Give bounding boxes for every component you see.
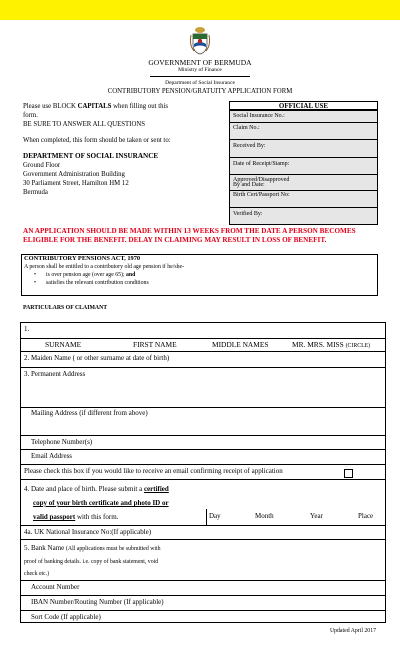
uk-ni-field[interactable]: 4a. UK National Insurance No:(If applicable) <box>24 528 152 536</box>
official-use-field: By and Date: <box>233 182 265 188</box>
pension-act-title: CONTRIBUTORY PENSIONS ACT, 1970 <box>24 255 141 262</box>
department-name: Department of Social Insurance <box>165 80 235 86</box>
pension-act-intro: A person shall be entitled to a contributory old age pension if he/she- <box>24 264 185 270</box>
instructions-block <box>23 102 203 197</box>
dob-year-field[interactable]: Year <box>310 512 323 520</box>
instruction-line: BE SURE TO ANSWER ALL QUESTIONS <box>23 121 146 128</box>
address-line: Bermuda <box>23 189 48 196</box>
middle-names-label: MIDDLE NAMES <box>212 340 269 349</box>
header-divider <box>150 76 250 77</box>
official-use-field[interactable]: Date of Receipt/Stamp: <box>230 157 377 174</box>
email-field[interactable]: Email Address <box>31 452 73 460</box>
official-use-field[interactable]: Birth Cert/Passport No: <box>230 190 377 207</box>
instruction-line: Please use BLOCK CAPITALS when filling out this <box>23 103 169 110</box>
mailing-address-field[interactable]: Mailing Address (if different from above) <box>31 409 148 417</box>
top-highlight-bar <box>0 0 400 20</box>
surname-label: SURNAME <box>45 340 82 349</box>
claimant-form-table <box>20 322 386 623</box>
bermuda-coat-of-arms-icon <box>189 26 211 56</box>
address-line: Ground Floor <box>23 162 61 169</box>
eligibility-warning: AN APPLICATION SHOULD BE MADE WITHIN 13 WEEKS FROM THE DATE A PERSON BECOMES ELIGIBLE FOR THE BENEFIT. DELAY IN CLAIMING MAY RESULT IN LOSS OF BENEFIT. <box>23 227 356 244</box>
birth-place-field[interactable]: Place <box>358 512 374 520</box>
official-use-field[interactable]: Received By: <box>230 139 377 157</box>
dob-day-field[interactable]: Day <box>209 512 221 520</box>
instruction-line: When completed, this form should be taken or sent to: <box>23 137 171 144</box>
official-use-field[interactable]: Verified By: <box>230 207 377 225</box>
section-1-label: 1. <box>24 325 30 333</box>
pension-condition: • is over pension age (over age 65); and <box>34 271 375 279</box>
pension-condition: • satisfies the relevant contribution conditions <box>34 279 375 287</box>
bank-name-field[interactable]: 5. Bank Name (All applications must be submitted with proof of banking details. i.e. copy of bank statement, void check etc.) <box>24 544 161 577</box>
instruction-line: form. <box>23 112 38 119</box>
maiden-name-field[interactable]: 2. Maiden Name ( or other surname at date of birth) <box>24 354 170 362</box>
email-confirm-label: Please check this box if you would like to receive an email confirming receipt of application <box>24 467 283 475</box>
dob-month-field[interactable]: Month <box>255 512 274 520</box>
dob-instructions: 4. Date and place of birth. Please submit a certified copy of your birth certificate and photo ID or valid passport with this form. <box>24 485 169 521</box>
official-use-field[interactable]: Social Insurance No.: <box>230 110 377 122</box>
title-options[interactable]: MR. MRS. MISS (CIRCLE) <box>292 340 371 349</box>
address-title: DEPARTMENT OF SOCIAL INSURANCE <box>23 152 159 160</box>
official-use-field[interactable]: Approved/Disapproved <box>230 174 377 182</box>
official-use-box <box>229 101 378 225</box>
first-name-label: FIRST NAME <box>133 340 177 349</box>
permanent-address-field[interactable]: 3. Permanent Address <box>24 370 86 378</box>
ministry-subtitle: Ministry of Finance <box>178 67 222 73</box>
form-title: CONTRIBUTORY PENSION/GRATUITY APPLICATION FORM <box>107 88 293 95</box>
email-confirm-checkbox[interactable] <box>344 469 353 478</box>
particulars-heading: PARTICULARS OF CLAIMANT <box>23 305 108 311</box>
government-title: GOVERNMENT OF BERMUDA <box>148 58 252 67</box>
sort-code-field[interactable]: Sort Code (If applicable) <box>31 613 101 621</box>
account-number-field[interactable]: Account Number <box>31 583 80 591</box>
telephone-field[interactable]: Telephone Number(s) <box>31 438 93 446</box>
address-line: Government Administration Building <box>23 171 125 178</box>
pension-act-box <box>21 254 378 296</box>
official-use-title: OFFICIAL USE <box>230 102 377 110</box>
address-line: 30 Parliament Street, Hamilton HM 12 <box>23 180 129 187</box>
iban-field[interactable]: IBAN Number/Routing Number (If applicable) <box>31 598 164 606</box>
updated-date: Updated April 2017 <box>329 628 376 634</box>
official-use-field[interactable]: Claim No.: <box>230 122 377 139</box>
